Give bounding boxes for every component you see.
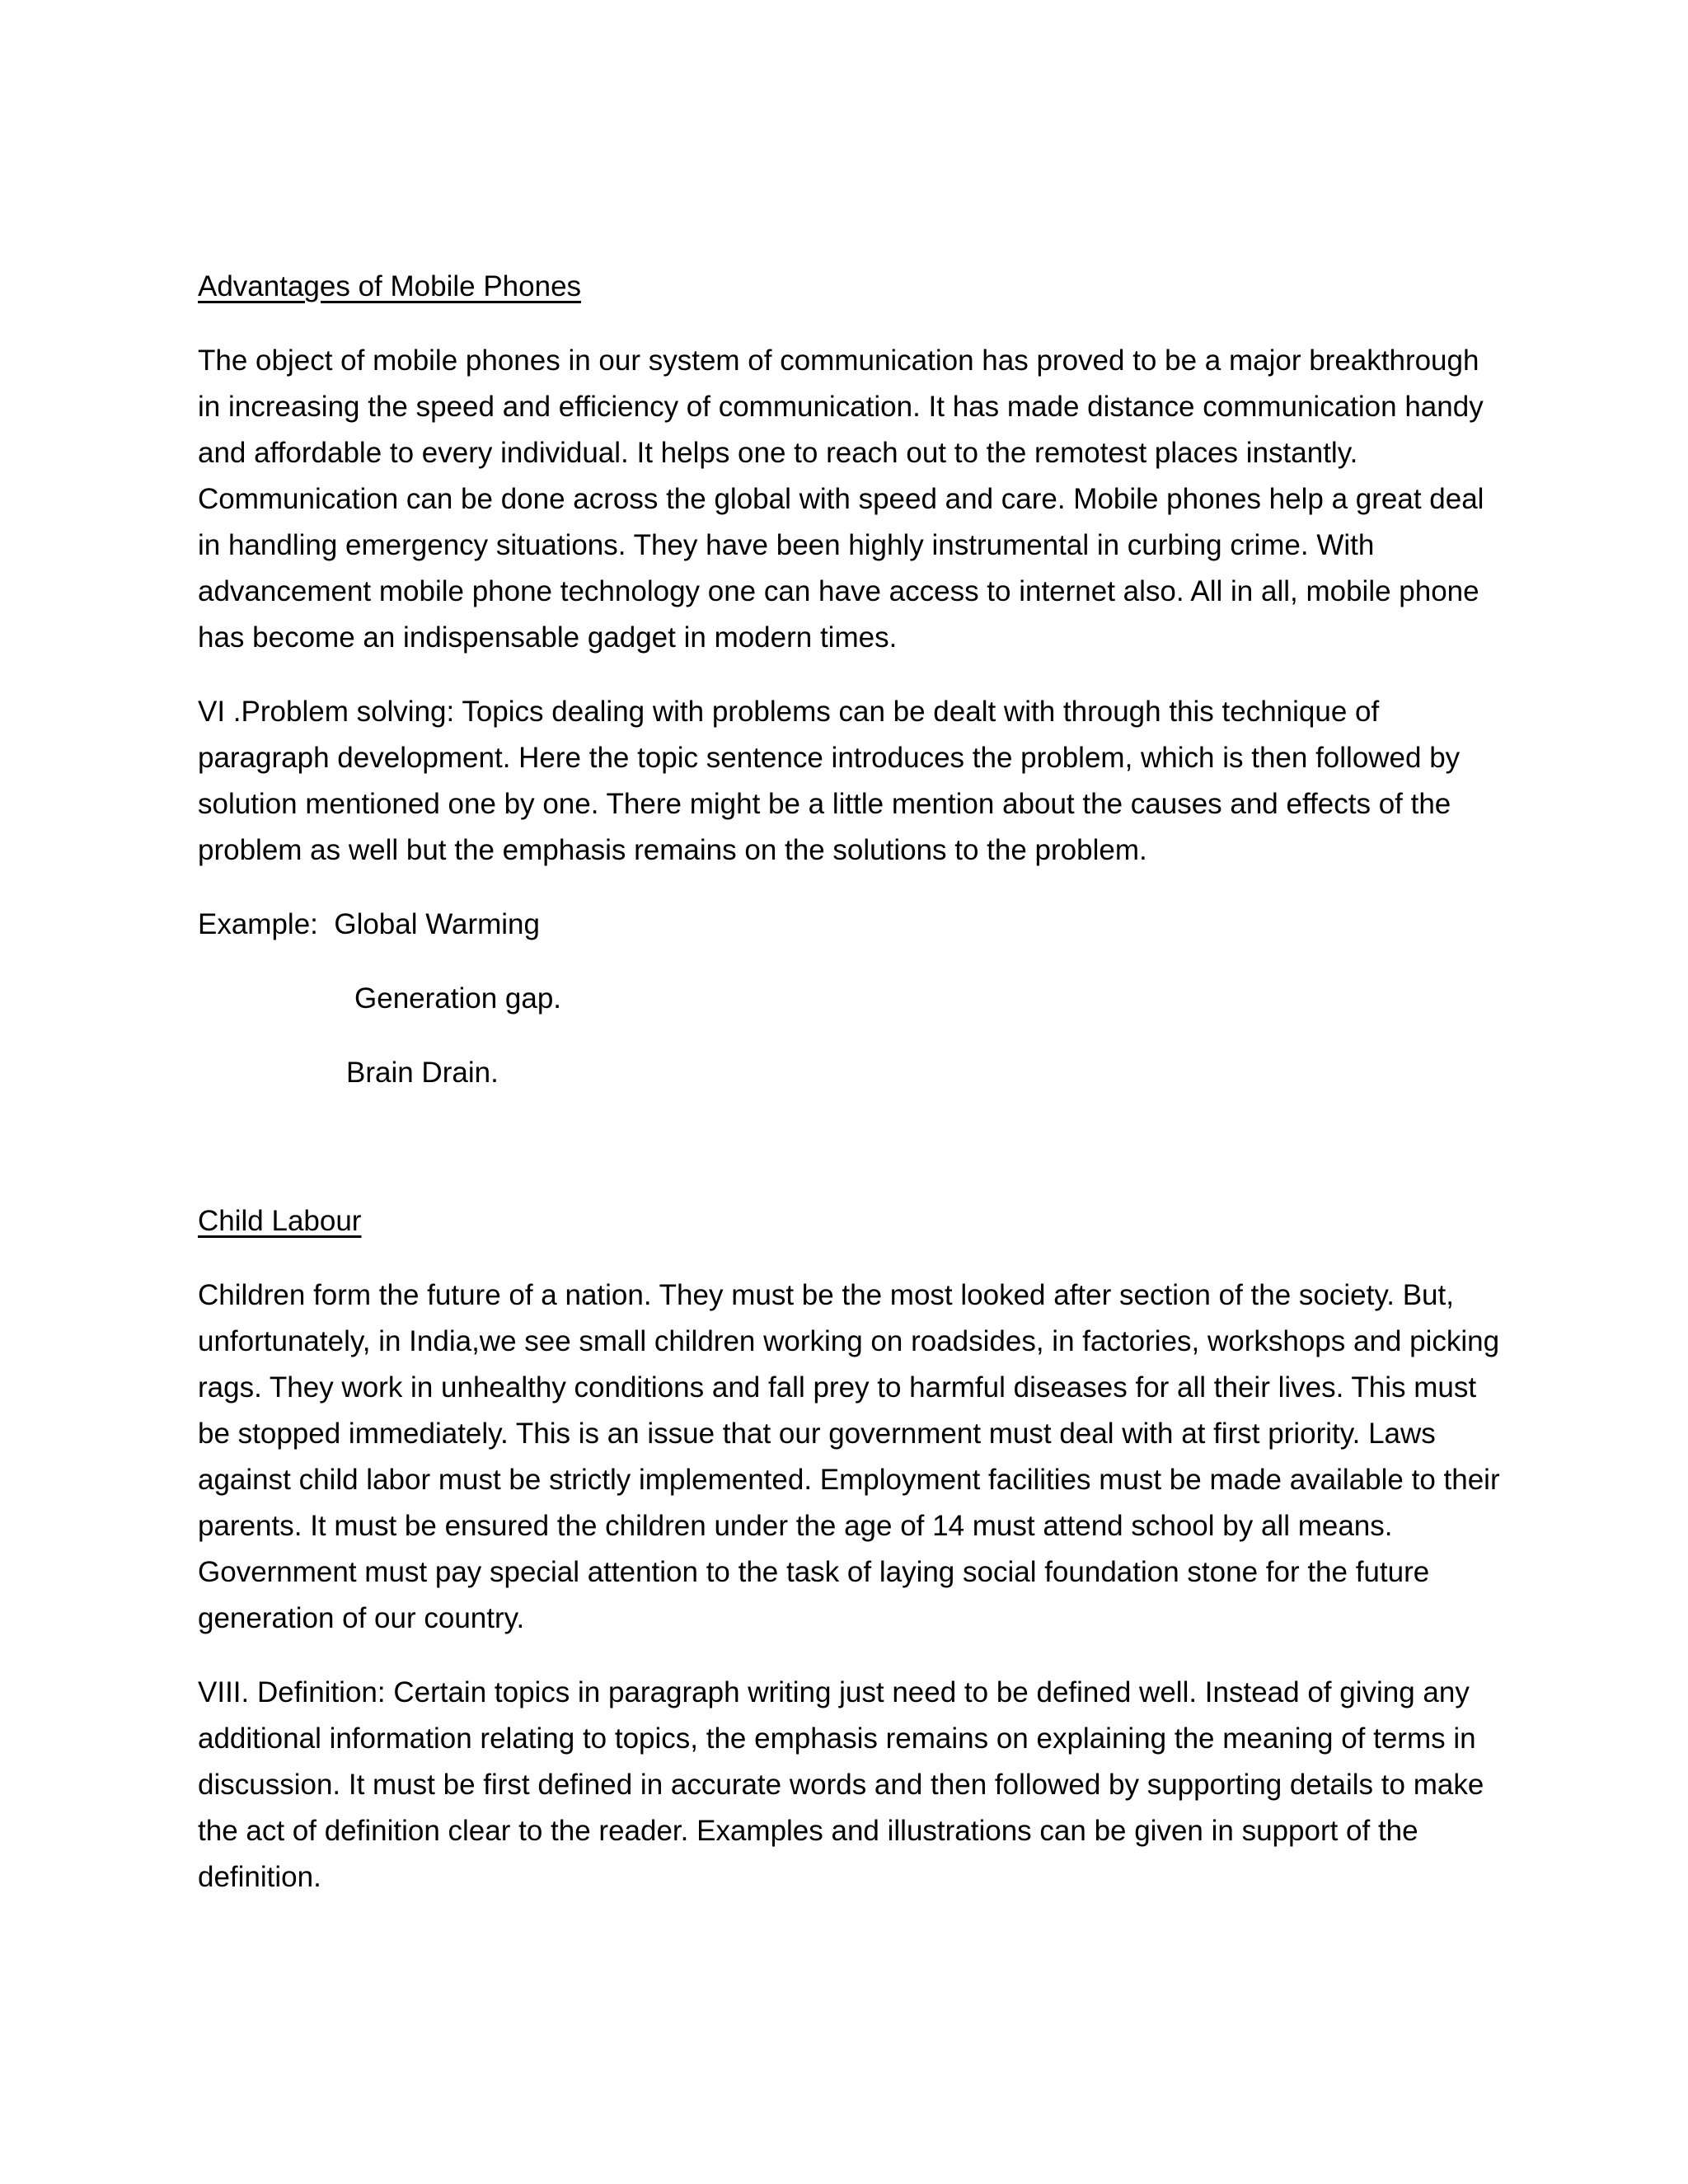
example-generation-gap: Generation gap. [354,982,562,1015]
paragraph-problem-solving: VI .Problem solving: Topics dealing with problems can be dealt with through this technique of paragraph development. Here the topic sentence introduces the problem, which is then followed by solution mentioned one by one. There might be a little mention about the causes and effects of the problem as well but the emphasis remains on the solutions to the problem. [198,696,1461,866]
example-brain-drain: Brain Drain. [346,1057,499,1089]
paragraph-definition: VIII. Definition: Certain topics in paragraph writing just need to be defined well. Instead of giving any additional information relating to topics, the emphasis remains on explaining the meaning of terms in discussion. It must be first defined in accurate words and then followed by supporting details to make the act of definition clear to the reader. Examples and illustrations can be given in support of the definition. [198,1676,1484,1893]
spacer [198,1124,1500,1198]
heading-mobile-phones: Advantages of Mobile Phones [198,270,582,302]
example-global-warming: Example: Global Warming [198,908,540,940]
paragraph-child-labour: Children form the future of a nation. They must be the most looked after section of the society. But, unfortunately, in India,we see small children working on roadsides, in factories, workshops and picking rags. They work in unhealthy conditions and fall prey to harmful diseases for all their lives. This must be stopped immediately. This is an issue that our government must deal with at first priority. Laws against child labor must be strictly implemented. Employment facilities must be made available to their parents. It must be ensured the children under the age of 14 must attend school by all means. Government must pay special attention to the task of laying social foundation stone for the future generation of our country. [198,1279,1500,1634]
document-page [198,264,1500,1929]
paragraph-mobile-phones: The object of mobile phones in our system of communication has proved to be a major breakthrough in increasing the speed and efficiency of communication. It has made distance communication handy and affordable to every individual. It helps one to reach out to the remotest places instantly. Communication can be done across the global with speed and care. Mobile phones help a great deal in handling emergency situations. They have been highly instrumental in curbing crime. With advancement mobile phone technology one can have access to internet also. All in all, mobile phone has become an indispensable gadget in modern times. [198,344,1484,654]
heading-child-labour: Child Labour [198,1205,362,1237]
